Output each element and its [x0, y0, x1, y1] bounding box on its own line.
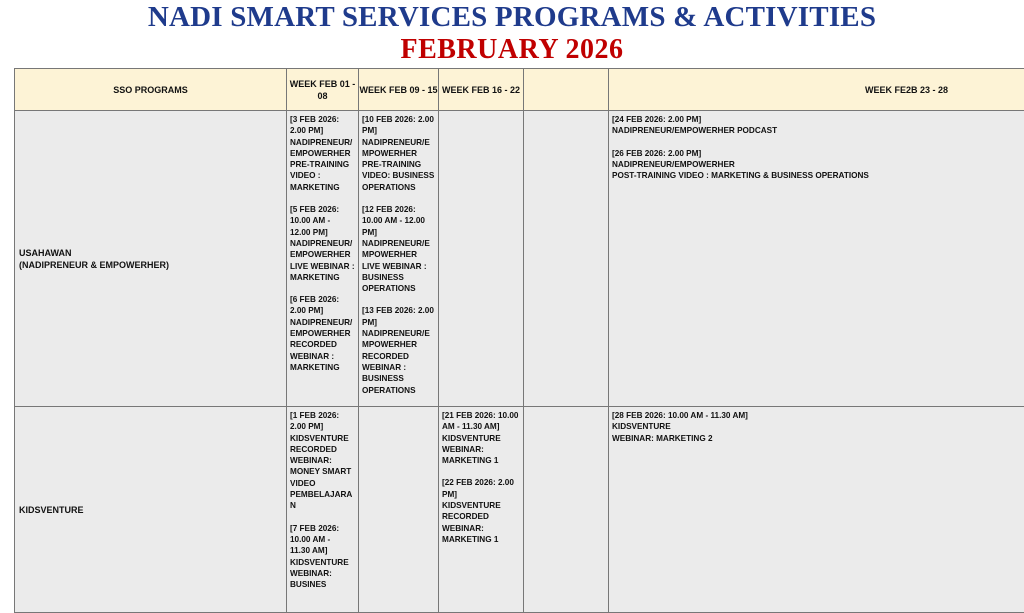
- schedule-entry: [442, 410, 520, 466]
- cell-usahawan-week4: [524, 111, 609, 407]
- cell-kidsventure-week1: [287, 407, 359, 613]
- table-row-usahawan: [15, 111, 1024, 407]
- header-week-1: WEEK FEB 01 - 08: [287, 69, 359, 111]
- cell-kidsventure-week5: [609, 407, 1024, 613]
- page-subtitle-month: FEBRUARY 2026: [0, 34, 1024, 66]
- entry-text: [1 FEB 2026: 2.00 PM] KIDSVENTURE RECORDED WEBINAR: MONEY SMART VIDEO PEMBELAJARAN: [290, 410, 355, 512]
- cell-usahawan-week5: [609, 111, 1024, 407]
- schedule-entry: [290, 410, 355, 512]
- program-name-kidsventure: [15, 407, 287, 613]
- program-name-usahawan: [15, 111, 287, 407]
- schedule-entry: [612, 410, 1021, 444]
- schedule-entry: [362, 204, 435, 294]
- cell-kidsventure-week3: [439, 407, 524, 613]
- entry-text: [21 FEB 2026: 10.00 AM - 11.30 AM] KIDSVENTURE WEBINAR: MARKETING 1: [442, 410, 520, 466]
- program-label: USAHAWAN (NADIPRENEUR & EMPOWERHER): [19, 247, 286, 271]
- schedule-entry: [290, 204, 355, 283]
- header-week-2: WEEK FEB 09 - 15: [359, 69, 439, 111]
- cell-usahawan-week2: [359, 111, 439, 407]
- cell-usahawan-week1: [287, 111, 359, 407]
- header-row: [15, 69, 1024, 111]
- schedule-entry: [290, 114, 355, 193]
- entry-text: [12 FEB 2026: 10.00 AM - 12.00 PM] NADIPRENEUR/E MPOWERHER LIVE WEBINAR : BUSINESS OPERATIONS: [362, 204, 435, 294]
- table-row-kidsventure: [15, 407, 1024, 613]
- entry-text: [10 FEB 2026: 2.00 PM] NADIPRENEUR/E MPOWERHER PRE-TRAINING VIDEO: BUSINESS OPERATIONS: [362, 114, 435, 193]
- entry-text: [28 FEB 2026: 10.00 AM - 11.30 AM] KIDSVENTURE WEBINAR: MARKETING 2: [612, 410, 1021, 444]
- entry-text: [7 FEB 2026: 10.00 AM - 11.30 AM] KIDSVENTURE WEBINAR: BUSINES: [290, 523, 355, 591]
- schedule-entry: [290, 294, 355, 373]
- schedule-entry: [442, 477, 520, 545]
- schedule-entry: [290, 523, 355, 591]
- entry-text: [13 FEB 2026: 2.00 PM] NADIPRENEUR/E MPOWERHER RECORDED WEBINAR : BUSINESS OPERATIONS: [362, 305, 435, 395]
- schedule-entry: [612, 114, 1021, 137]
- schedule-entry: [362, 305, 435, 395]
- header-week-3: WEEK FEB 16 - 22: [439, 69, 524, 111]
- cell-usahawan-week3: [439, 111, 524, 407]
- header-week-4: [524, 69, 609, 111]
- program-label: KIDSVENTURE: [19, 504, 286, 516]
- schedule-table: [14, 68, 1024, 613]
- entry-text: [22 FEB 2026: 2.00 PM] KIDSVENTURE RECORDED WEBINAR: MARKETING 1: [442, 477, 520, 545]
- entry-text: [26 FEB 2026: 2.00 PM] NADIPRENEUR/EMPOWERHER POST-TRAINING VIDEO : MARKETING & BUSINESS OPERATIONS: [612, 148, 1021, 182]
- entry-text: [24 FEB 2026: 2.00 PM] NADIPRENEUR/EMPOWERHER PODCAST: [612, 114, 1021, 137]
- cell-kidsventure-week2: [359, 407, 439, 613]
- page-title: NADI SMART SERVICES PROGRAMS & ACTIVITIES: [0, 0, 1024, 34]
- header-sso-programs: SSO PROGRAMS: [15, 69, 287, 111]
- entry-text: [3 FEB 2026: 2.00 PM] NADIPRENEUR/ EMPOWERHER PRE-TRAINING VIDEO : MARKETING: [290, 114, 355, 193]
- entry-text: [6 FEB 2026: 2.00 PM] NADIPRENEUR/ EMPOWERHER RECORDED WEBINAR : MARKETING: [290, 294, 355, 373]
- header-week-5: WEEK FE2B 23 - 28: [609, 69, 1024, 111]
- cell-kidsventure-week4: [524, 407, 609, 613]
- schedule-entry: [612, 148, 1021, 182]
- schedule-entry: [362, 114, 435, 193]
- entry-text: [5 FEB 2026: 10.00 AM - 12.00 PM] NADIPRENEUR/ EMPOWERHER LIVE WEBINAR : MARKETING: [290, 204, 355, 283]
